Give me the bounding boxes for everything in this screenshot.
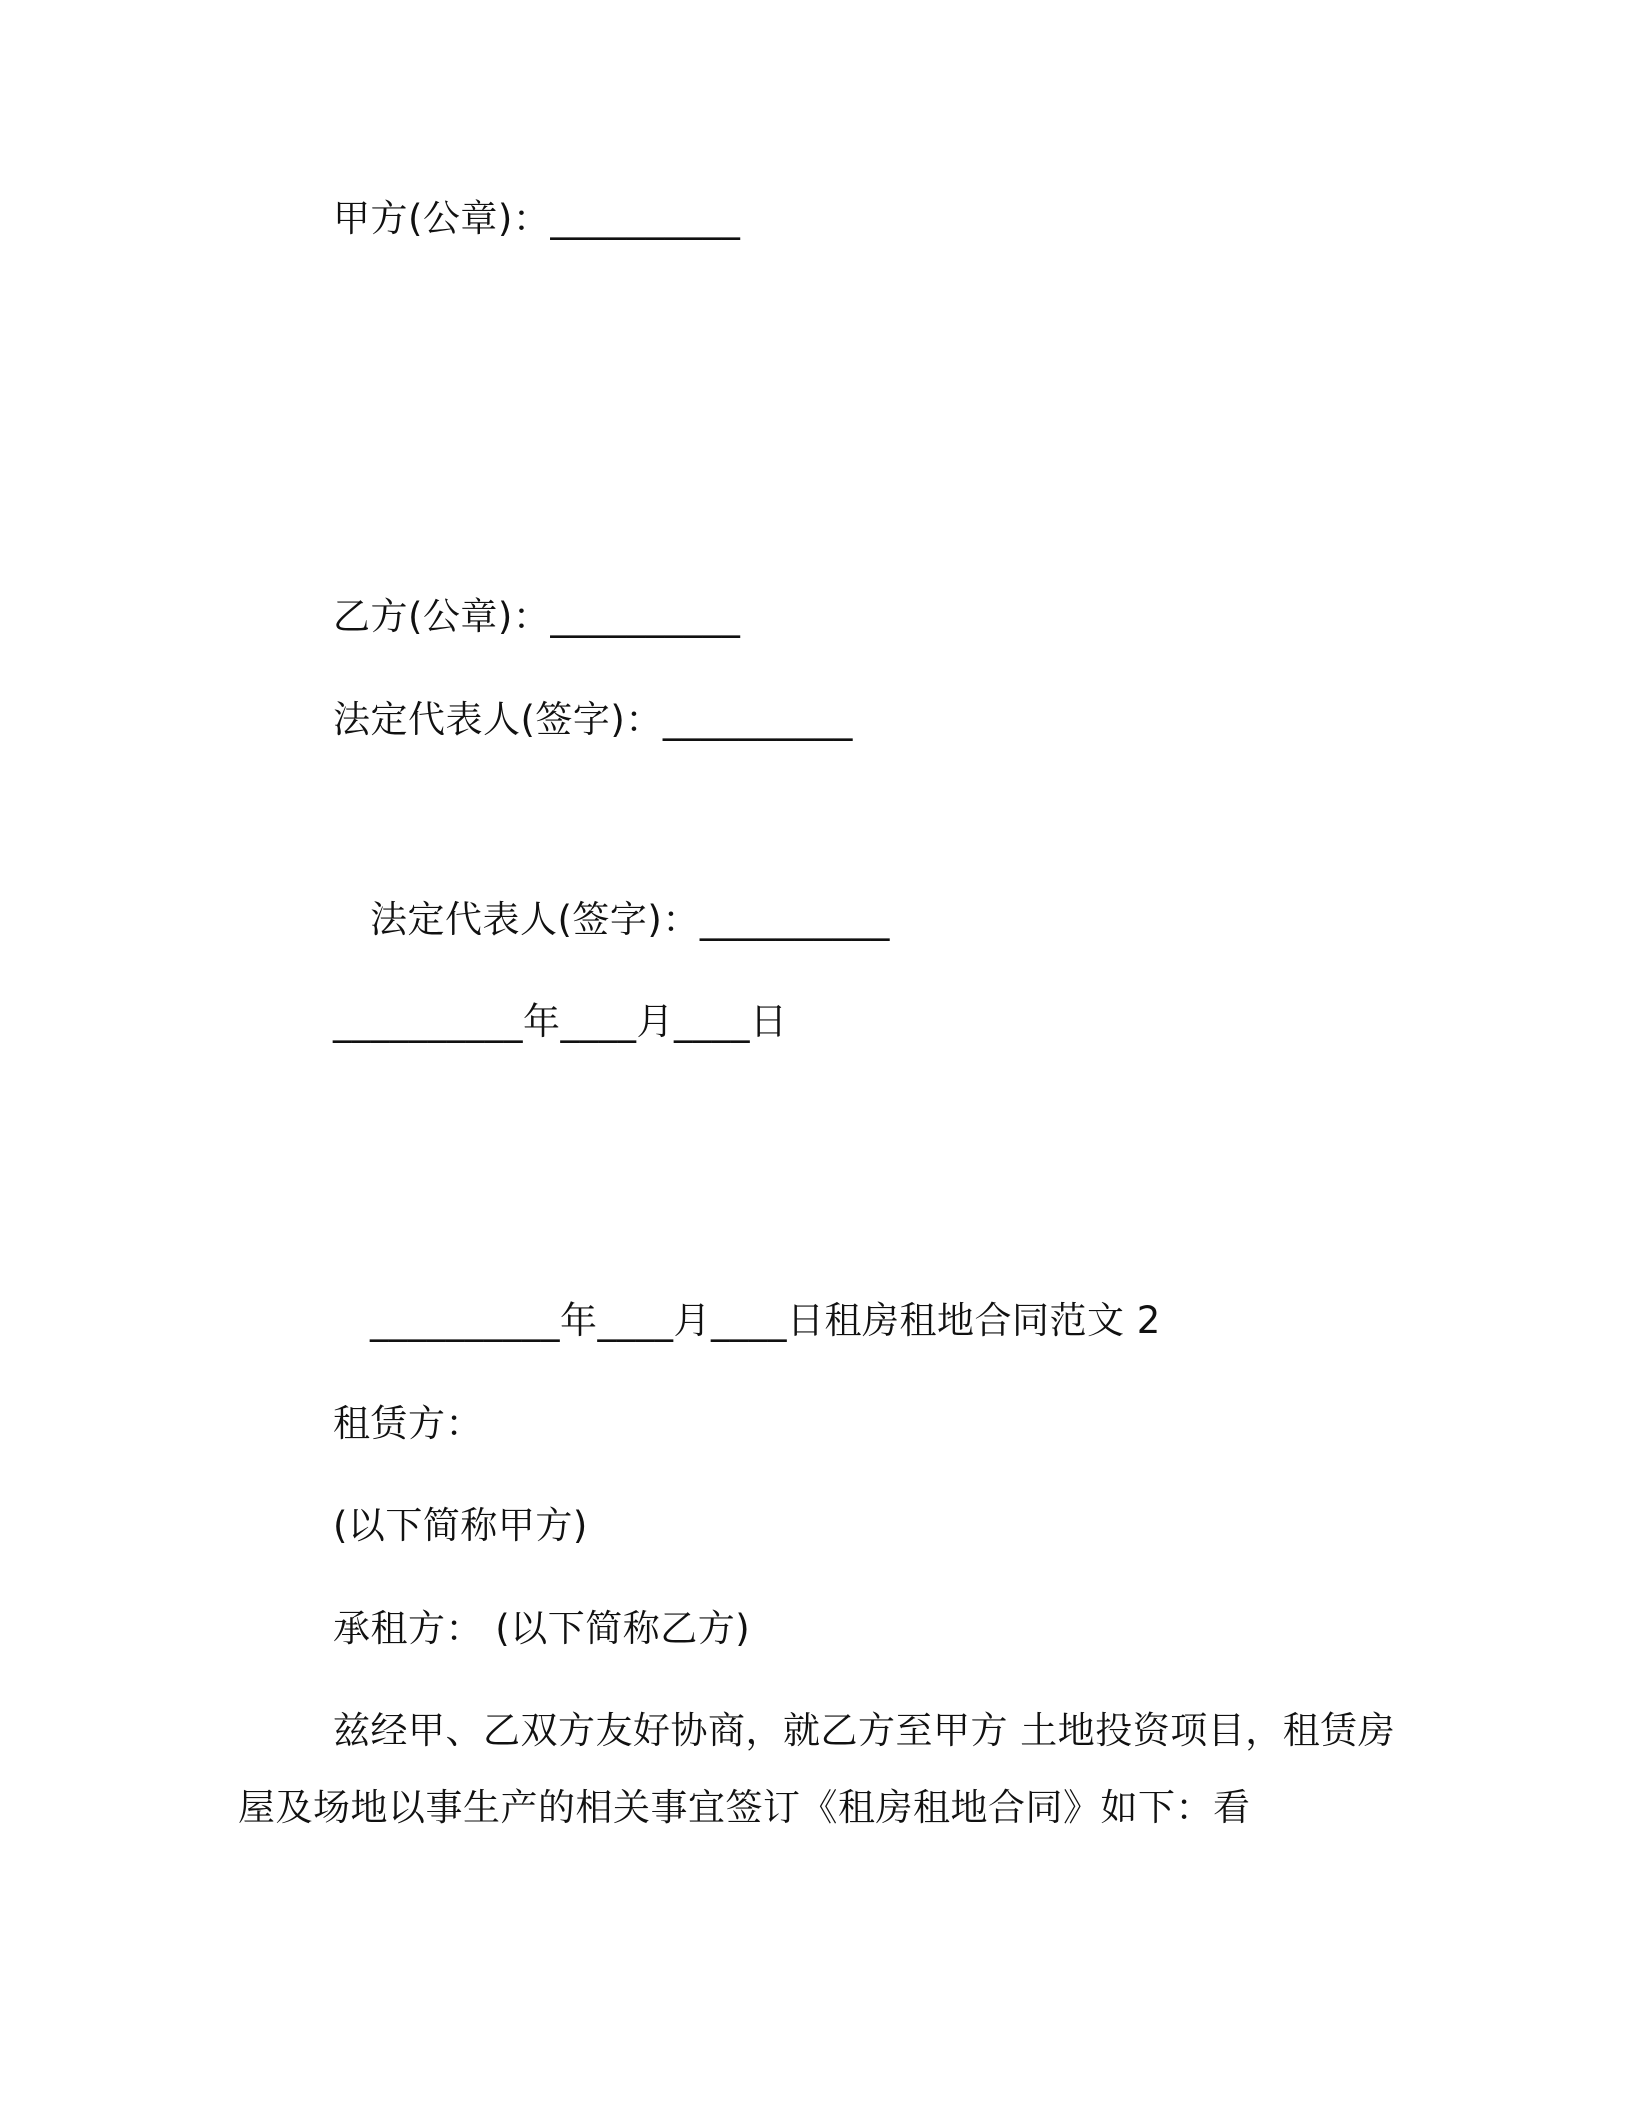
lessor-label: 租赁方： <box>333 1402 483 1445</box>
legal-representative-signature-line-2: 法定代表人(签字)：__________ <box>370 898 890 941</box>
legal-representative-signature-line: 法定代表人(签字)：__________ <box>333 698 853 741</box>
body-paragraph-line-2: 屋及场地以事生产的相关事宜签订《租房租地合同》如下：看 <box>238 1786 1251 1829</box>
party-b-seal-line: 乙方(公章)：__________ <box>333 595 741 638</box>
date-line: __________年____月____日 <box>333 1000 788 1043</box>
body-paragraph-line-1: 兹经甲、乙双方友好协商，就乙方至甲方 土地投资项目，租赁房 <box>333 1709 1396 1752</box>
party-a-seal-line: 甲方(公章)：__________ <box>333 197 741 240</box>
lessor-abbreviation-note: (以下简称甲方) <box>333 1504 588 1547</box>
lessee-label: 承租方： (以下简称乙方) <box>333 1607 751 1650</box>
contract-2-title: __________年____月____日租房租地合同范文 2 <box>370 1299 1161 1342</box>
